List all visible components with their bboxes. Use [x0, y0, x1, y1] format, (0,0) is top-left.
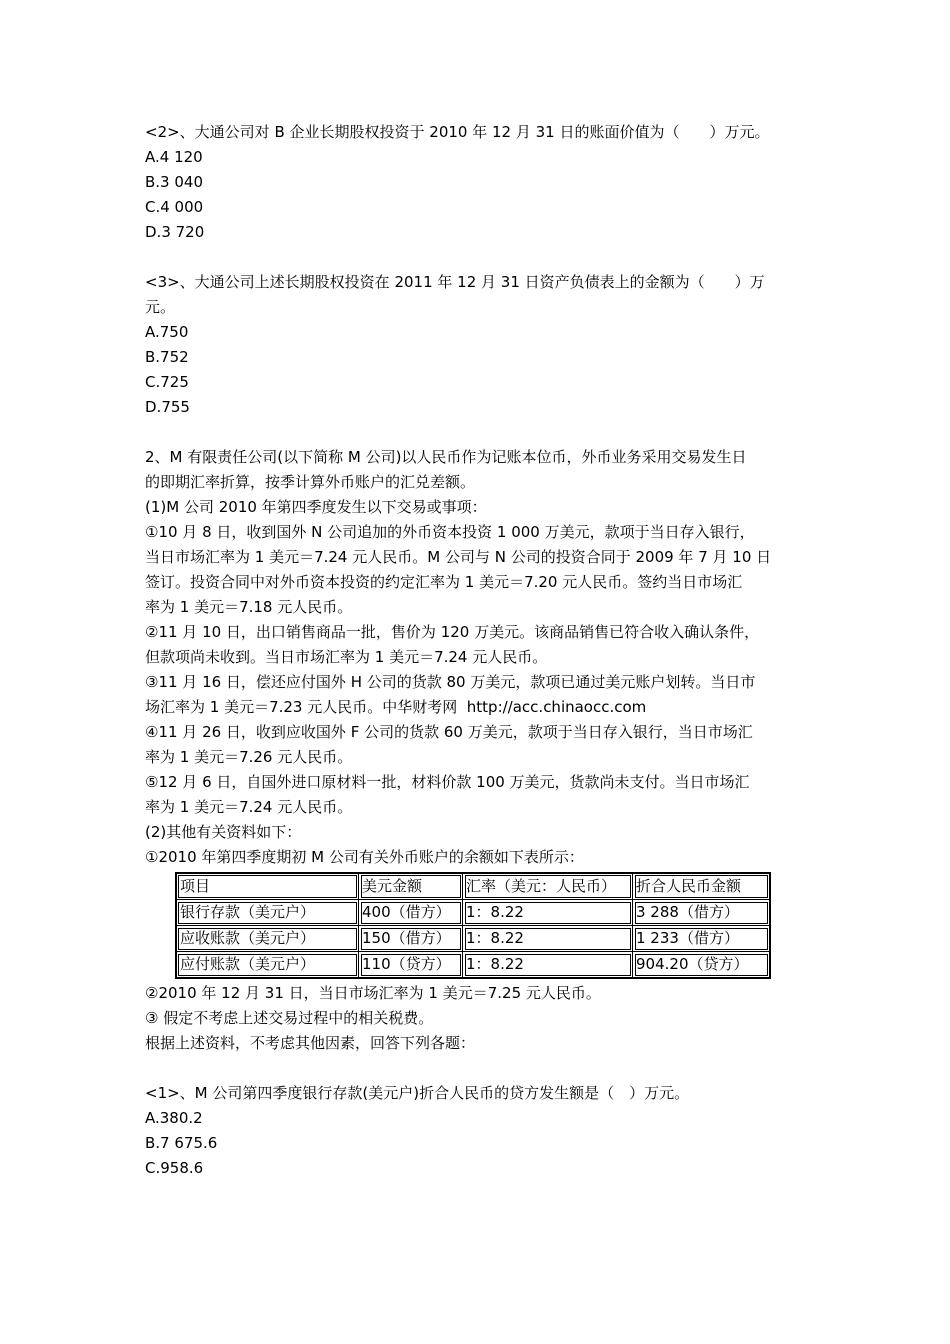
case2-line: (1)M 公司 2010 年第四季度发生以下交易或事项： [145, 498, 487, 516]
q1-option-b: B.7 675.6 [145, 1134, 218, 1152]
case2-line: 但款项尚未收到。当日市场汇率为 1 美元＝7.24 元人民币。 [145, 648, 548, 666]
table-cell: 400（借方） [359, 900, 463, 926]
case2-line: 当日市场汇率为 1 美元＝7.24 元人民币。M 公司与 N 公司的投资合同于 2009 年 7 月 10 日 [145, 548, 772, 566]
q3-option-c: C.725 [145, 373, 189, 391]
q3-option-a: A.750 [145, 323, 189, 341]
q2-option-b: B.3 040 [145, 173, 204, 191]
table-row [176, 926, 770, 952]
case2-line: ⑤12 月 6 日，自国外进口原材料一批，材料价款 100 万美元，货款尚未支付。当日市场汇 [145, 773, 750, 791]
q2-option-a: A.4 120 [145, 148, 203, 166]
table-cell: 银行存款（美元户） [176, 900, 359, 926]
q2-stem: <2>、大通公司对 B 企业长期股权投资于 2010 年 12 月 31 日的账面价值为（ ）万元。 [145, 123, 770, 141]
table-cell: 1 233（借方） [633, 926, 771, 952]
table-cell: 应收账款（美元户） [176, 926, 359, 952]
table-cell: 110（贷方） [359, 952, 463, 979]
q2-option-c: C.4 000 [145, 198, 204, 216]
case2-line: 2、M 有限责任公司(以下简称 M 公司)以人民币作为记账本位币，外币业务采用交易发生日 [145, 448, 747, 466]
case2-line: (2)其他有关资料如下： [145, 823, 302, 841]
table-header-cell: 折合人民币金额 [633, 873, 771, 900]
spacer [145, 420, 815, 445]
case2-line: ①2010 年第四季度期初 M 公司有关外币账户的余额如下表所示： [145, 848, 584, 866]
case2-line: 的即期汇率折算，按季计算外币账户的汇兑差额。 [145, 473, 476, 491]
q1-stem: <1>、M 公司第四季度银行存款(美元户)折合人民币的贷方发生额是（ ）万元。 [145, 1084, 690, 1102]
table-cell: 150（借方） [359, 926, 463, 952]
case2-line: 率为 1 美元＝7.24 元人民币。 [145, 798, 353, 816]
table-cell: 1：8.22 [463, 952, 633, 979]
table-header-cell: 汇率（美元：人民币） [463, 873, 633, 900]
case2-line: 场汇率为 1 美元＝7.23 元人民币。中华财考网 http://acc.chinaocc.com [145, 698, 647, 716]
case2-after-line: ②2010 年 12 月 31 日，当日市场汇率为 1 美元＝7.25 元人民币。 [145, 984, 601, 1002]
case2-line: 率为 1 美元＝7.18 元人民币。 [145, 598, 353, 616]
table-cell: 1：8.22 [463, 926, 633, 952]
table-header-cell: 美元金额 [359, 873, 463, 900]
table-row [176, 900, 770, 926]
case2-line: ①10 月 8 日，收到国外 N 公司追加的外币资本投资 1 000 万美元，款项于当日存入银行， [145, 523, 755, 541]
table-cell: 应付账款（美元户） [176, 952, 359, 979]
case2-after-line: 根据上述资料，不考虑其他因素，回答下列各题： [145, 1034, 476, 1052]
case2-line: ④11 月 26 日，收到应收国外 F 公司的货款 60 万美元，款项于当日存入银行，当日市场汇 [145, 723, 753, 741]
q1-option-a: A.380.2 [145, 1109, 203, 1127]
table-header-cell: 项目 [176, 873, 359, 900]
case2-after-line: ③ 假定不考虑上述交易过程中的相关税费。 [145, 1009, 434, 1027]
fx-balance-table [175, 872, 771, 979]
case2-line: 签订。投资合同中对外币资本投资的约定汇率为 1 美元＝7.20 元人民币。签约当日市场汇 [145, 573, 743, 591]
table-row [176, 952, 770, 979]
table-cell: 3 288（借方） [633, 900, 771, 926]
q3-option-d: D.755 [145, 398, 190, 416]
case2-line: ②11 月 10 日，出口销售商品一批，售价为 120 万美元。该商品销售已符合收入确认条件， [145, 623, 760, 641]
spacer [145, 1056, 815, 1081]
q2-option-d: D.3 720 [145, 223, 205, 241]
table-cell: 904.20（贷方） [633, 952, 771, 979]
case2-line: 率为 1 美元＝7.26 元人民币。 [145, 748, 353, 766]
table-header-row [176, 873, 770, 900]
q1-option-c: C.958.6 [145, 1159, 204, 1177]
q3-option-b: B.752 [145, 348, 189, 366]
spacer [145, 245, 815, 270]
table-cell: 1：8.22 [463, 900, 633, 926]
document-page [145, 120, 815, 1181]
case2-line: ③11 月 16 日，偿还应付国外 H 公司的货款 80 万美元，款项已通过美元账户划转。当日市 [145, 673, 756, 691]
q3-stem-line2: 元。 [145, 298, 176, 316]
q3-stem-line1: <3>、大通公司上述长期股权投资在 2011 年 12 月 31 日资产负债表上的金额为（ ）万 [145, 273, 765, 291]
